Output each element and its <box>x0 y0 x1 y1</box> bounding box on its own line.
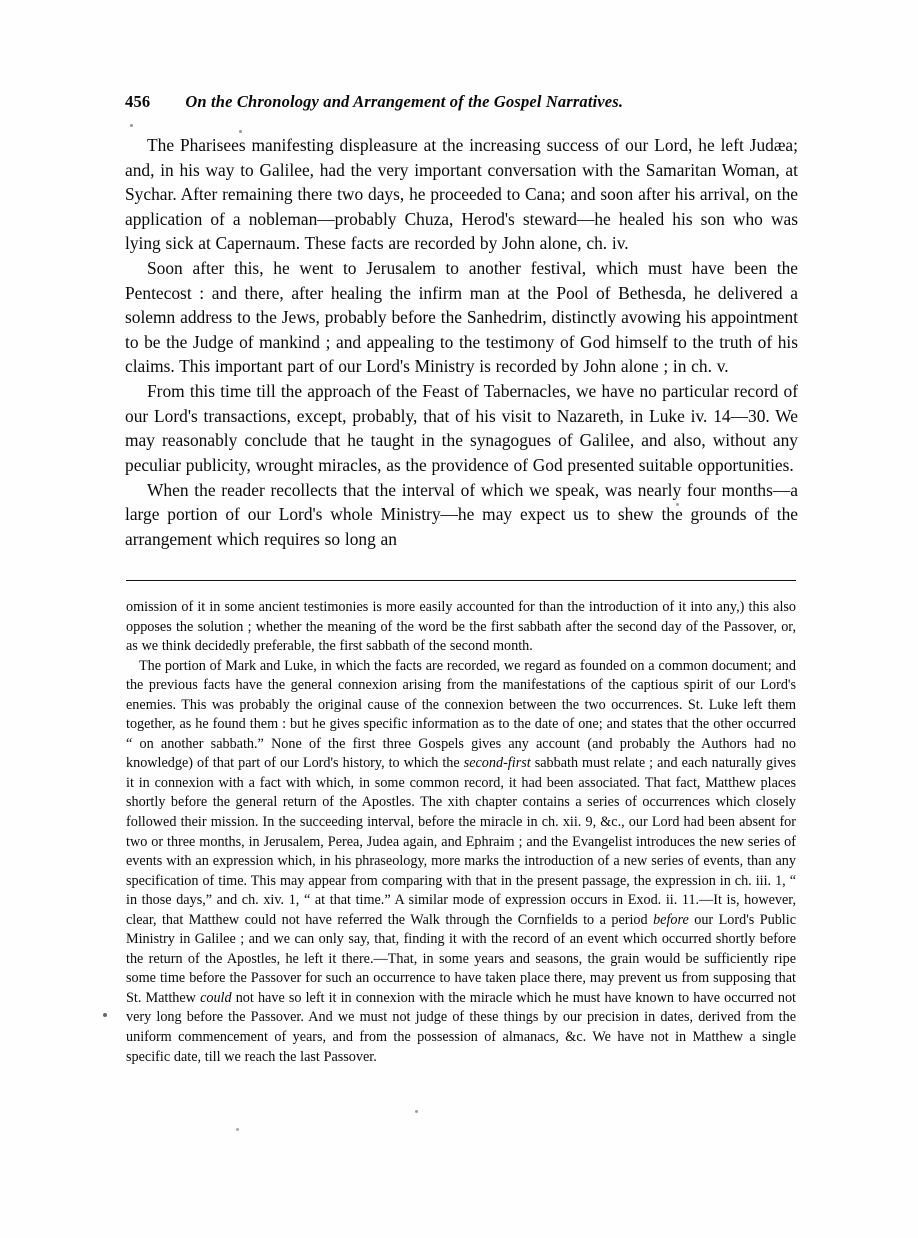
footnote-paragraph: omission of it in some ancient testimonies is more easily accounted for than the introduction of it into any,) this also opposes the solution ; whether the meaning of the word be the first sabbath after the second day of the Passover, or, as we think decidedly preferable, the first sabbath of the second month. <box>126 599 796 655</box>
footnote-divider-rule <box>126 580 796 581</box>
scan-speck <box>103 1013 107 1017</box>
running-head <box>125 92 797 116</box>
body-text-column <box>125 133 798 552</box>
running-head-title: On the Chronology and Arrangement of the Gospel Narratives. <box>185 92 624 111</box>
body-paragraph: When the reader recollects that the interval of which we speak, was nearly four months—a large portion of our Lord's whole Ministry—he may expect us to shew the grounds of the arrangement which requires so long an <box>125 479 798 549</box>
scan-speck <box>239 130 242 133</box>
scan-speck <box>676 503 679 506</box>
body-paragraph: The Pharisees manifesting displeasure at the increasing success of our Lord, he left Judæa; and, in his way to Galilee, had the very important conversation with the Samaritan Woman, at Sychar. After remaining there two days, he proceeded to Cana; and soon after his arrival, on the application of a nobleman—probably Chuza, Herod's steward—he healed his son who was lying sick at Capernaum. These facts are recorded by John alone, ch. iv. <box>125 135 798 253</box>
footnote-block <box>126 598 796 1067</box>
page-folio-number: 456 <box>125 92 151 111</box>
body-paragraph: From this time till the approach of the Feast of Tabernacles, we have no particular record of our Lord's transactions, except, probably, that of his visit to Nazareth, in Luke iv. 14—30. We may reasonably conclude that he taught in the synagogues of Galilee, and also, without any peculiar publicity, wrought miracles, as the providence of God presented suitable opportunities. <box>125 381 798 475</box>
footnote-paragraph: The portion of Mark and Luke, in which the facts are recorded, we regard as founded on a common document; and the previous facts have the general connexion arising from the manifestations of the captious spirit of our Lord's enemies. This was probably the original cause of the connexion between the two occurrences. St. Luke left them together, as he found them : but he gives specific information as to the date of one; and states that the other occurred “ on another sabbath.” None of the first three Gospels gives any account (and probably the Authors had no knowledge) of that part of our Lord's history, to which the second-first sabbath must relate ; and each naturally gives it in connexion with a fact with which, in some common record, it had been associated. That fact, Matthew places shortly before the general return of the Apostles. The xith chapter contains a series of occurrences which closely followed their mission. In the succeeding interval, before the miracle in ch. xii. 9, &c., our Lord had been absent for two or three months, in Jerusalem, Perea, Judea again, and Ephraim ; and the Evangelist introduces the new series of events with an expression which, in his phraseology, more marks the introduction of a new series of events, than any specification of time. This may appear from comparing with that in the present passage, the expression in ch. iii. 1, “ in those days,” and ch. xiv. 1, “ at that time.” A similar mode of expression occurs in Exod. ii. 11.—It is, however, clear, that Matthew could not have referred the Walk through the Cornfields to a period before our Lord's Public Ministry in Galilee ; and we can only say, that, finding it with the record of an event which occurred shortly before the return of the Apostles, he left it there.—That, in some years and seasons, the grain would be sufficiently ripe some time before the Passover for such an occurrence to have taken place there, may prevent us from supposing that St. Matthew could not have so left it in connexion with the miracle which he must have known to have occurred not very long before the Passover. And we must not judge of these things by our precision in dates, derived from the uniform commencement of years, and from the possession of almanacs, &c. We have not in Matthew a single specific date, till we reach the last Passover. <box>126 657 797 1065</box>
scan-speck <box>130 124 133 127</box>
scan-speck <box>236 1128 239 1131</box>
scan-speck <box>415 1110 418 1113</box>
body-paragraph: Soon after this, he went to Jerusalem to another festival, which must have been the Pentecost : and there, after healing the infirm man at the Pool of Bethesda, he delivered a solemn address to the Jews, probably before the Sanhedrim, distinctly avowing his appointment to be the Judge of mankind ; and appealing to the testimony of God himself to the truth of his claims. This important part of our Lord's Ministry is recorded by John alone ; in ch. v. <box>125 258 798 376</box>
